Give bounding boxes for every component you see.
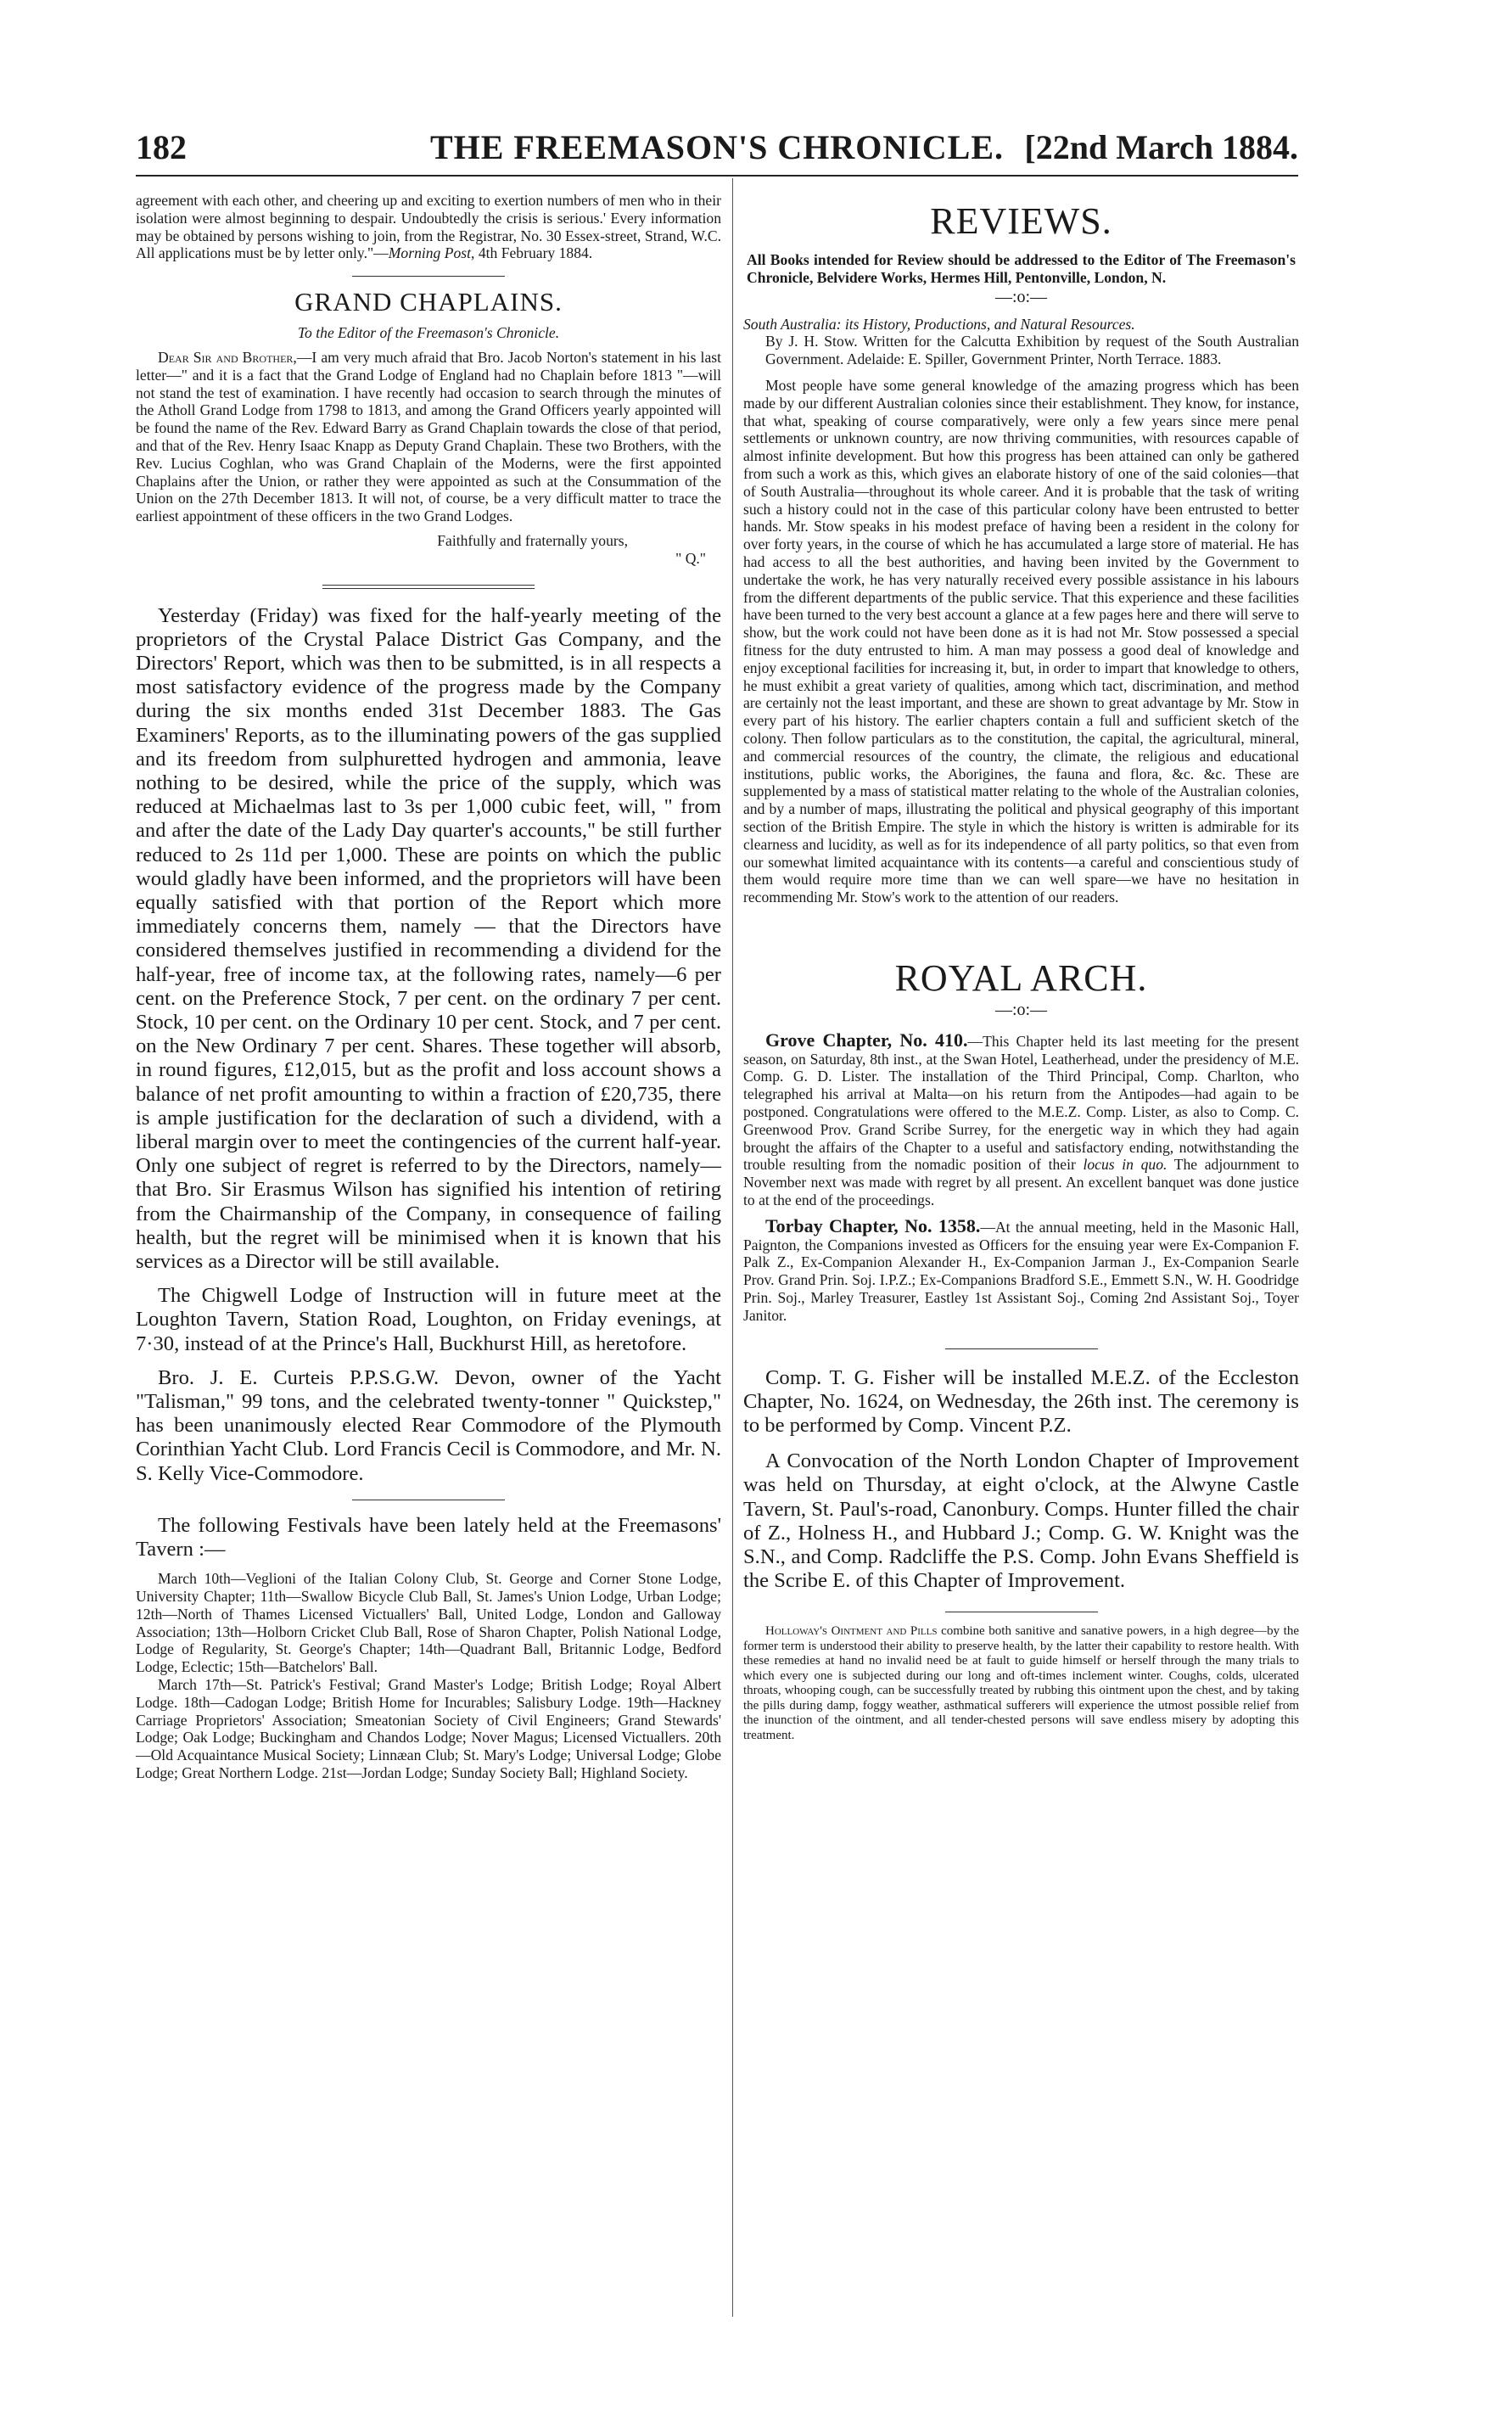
chigwell-lodge-paragraph: The Chigwell Lodge of Instruction will in future meet at the Loughton Tavern, Station Road, Loughton, on Friday evenings, at 7·30, instead of at the Prince's Hall, Buckhurst Hill, as heretofore. (136, 1284, 721, 1355)
page-number: 182 (136, 128, 187, 166)
publication-title: THE FREEMASON'S CHRONICLE. (429, 128, 1005, 166)
left-column (136, 192, 721, 1782)
royal-arch-heading: ROYAL ARCH. (894, 956, 1148, 999)
book-details: By J. H. Stow. Written for the Calcutta Exhibition by request of the South Australian Government. Adelaide: E. Spiller, Government Printer, North Terrace. 1883. (765, 333, 1299, 368)
reviews-separator: —:o:— (994, 287, 1048, 306)
to-editor-line: To the Editor of the Freemason's Chronicle. (297, 324, 560, 342)
grove-chapter-heading: Grove Chapter, No. 410. (765, 1029, 968, 1051)
festivals-march-10: March 10th—Veglioni of the Italian Colony Club, St. George and Corner Stone Lodge, University Chapter; 11th—Swallow Bicycle Club Ball, St. James's Union Lodge, Urban Lodge; 12th—North of Thames Licensed Victuallers' Ball, United Lodge, London and Galloway Association; 13th—Holborn Cricket Club Ball, Rose of Sharon Chapter, Polish National Lodge, Lodge of Regularity, St. George's Chapter; 14th—Quadrant Ball, Britannic Lodge, Bedford Lodge, Eclectic; 15th—Batchelors' Ball. (136, 1570, 721, 1676)
grand-chaplains-heading: GRAND CHAPLAINS. (294, 287, 563, 317)
torbay-chapter-report: Torbay Chapter, No. 1358.—At the annual meeting, held in the Masonic Hall, Paignton, the Companions invested as Officers for the ensuing year were Ex-Companion F. Palk Z., Ex-Companion Alexander H., Ex-Companion Jarman J., Ex-Companion Searle Prov. Grand Prin. Soj. I.P.Z.; Ex-Companions Bradford S.E., Emmett S.N., W. H. Goodridge Prin. Soj., Marley Treasurer, Eastley 1st Assistant Soj., Coming 2nd Assistant Soj., Toyer Janitor. (743, 1214, 1299, 1324)
royal-arch-separator: —:o:— (994, 1000, 1048, 1019)
letter-signature: " Q." (675, 549, 706, 567)
gas-company-paragraph: Yesterday (Friday) was fixed for the half-yearly meeting of the proprietors of the Crystal Palace District Gas Company, and the Directors' Report, which was then to be submitted, is in all respects a most satisfactory evidence of the progress made by the Company during the six months ended 31st December 1883. The Gas Examiners' Reports, as to the illuminating powers of the gas supplied and its freedom from sulphuretted hydrogen and ammonia, leave nothing to be desired, while the price of the supply, which was reduced at Michaelmas last to 3s per 1,000 cubic feet, will, " from and after the date of the Lady Day quarter's accounts," be still further reduced to 2s 11d per 1,000. These are points on which the public would gladly have been informed, and the proprietors will have been equally satisfied with that portion of the Report which more immediately concerns them, namely — that the Directors have considered themselves justified in recommending a dividend for the half-year, free of income tax, at the following rates, namely—6 per cent. on the Preference Stock, 7 per cent. on the ordinary 7 per cent. Stock, 10 per cent. on the Ordinary 10 per cent. Stock, and 7 per cent. on the New Ordinary 7 per cent. Shares. These together will absorb, in round figures, £12,015, but as the profit and loss account shows a balance of net profit amounting to within a fraction of £20,735, there is ample justification for the declaration of such a dividend, with a liberal margin over to meet the contingencies of the current half-year. Only one subject of regret is referred to by the Directors, namely—that Bro. Sir Erasmus Wilson has signified his intention of retiring from the Chairmanship of the Company, in consequence of failing health, but the regret will be minimised when it is known that his services as a Director will be still available. (136, 603, 721, 1274)
grand-chaplains-letter: Dear Sir and Brother,—I am very much afraid that Bro. Jacob Norton's statement in his last letter—" and it is a fact that the Grand Lodge of England had no Chaplain before 1813 "—will not stand the test of examination. I have recently had occasion to search through the minutes of the Atholl Grand Lodge from 1798 to 1813, and among the Grand Officers yearly appointed will be found the name of the Rev. Edward Barry as Grand Chaplain towards the close of that period, and that of the Rev. Henry Isaac Knapp as Deputy Grand Chaplain. These two Brothers, with the Rev. Lucius Coghlan, who was Grand Chaplain of the Moderns, were the first appointed Chaplains after the Union, or rather they were appointed as such at the Consummation of the Union on the 27th December 1813. It will not, of course, be a very difficult matter to trace the earliest appointment of these officers in the two Grand Lodges. (136, 348, 721, 525)
intro-paragraph: agreement with each other, and cheering up and exciting to exertion numbers of men who in their isolation were almost beginning to despair. Undoubtedly the crisis is serious.' Every information may be obtained by persons wishing to join, from the Registrar, No. 30 Essex-street, Strand, W.C. All applications must be by letter only."—Morning Post, 4th February 1884. (136, 192, 721, 262)
fisher-installation-paragraph: Comp. T. G. Fisher will be installed M.E.Z. of the Eccleston Chapter, No. 1624, on Wednesday, the 26th inst. The ceremony is to be performed by Comp. Vincent P.Z. (743, 1365, 1299, 1438)
review-text: Most people have some general knowledge of the amazing progress which has been made by our different Australian colonies since their establishment. They know, for instance, that what, speaking of course comparatively, were only a few years since mere penal settlements or unknown country, are now thriving communities, with resources capable of almost infinite development. But how this progress has been attained can only be gathered from such a work as this, which gives an elaborate history of one of the said colonies—that of South Australia—throughout its whole career. And it is probable that the task of writing such a history could not in the case of this particular colony have been entrusted to better hands. Mr. Stow speaks in his modest preface of having been a resident in the colony for over forty years, in the course of which he has accumulated a large store of material. He has had access to all the best authorities, and having been invited by the Government to undertake the work, he has very naturally received every possible assistance in his labours from the different departments of the public service. That this experience and these facilities have been turned to the very best account a glance at a few pages here and there will serve to show, but the work could not have been done as it is had not Mr. Stow possessed a special fitness for the duty entrusted to him. A man may possess a good deal of knowledge and enjoy exceptional facilities for increasing it, but, in order to impart that knowledge to others, he must exhibit a great variety of qualities, among which tact, discrimination, and method are certainly not the least important, and these are shown to great advantage by Mr. Stow in every part of his history. The earlier chapters contain a full and sufficient sketch of the colony. Then follow particulars as to the constitution, the capital, the agricultural, mineral, and commercial resources of the country, the climate, the religious and educational institutions, public works, the Aborigines, the fauna and flora, &c. &c. These are supplemented by a mass of statistical matter relating to the whole of the Australian colonies, and by a number of maps, illustrating the political and physical geography of this important section of the British Empire. The style in which the history is written is admirable for its clearness and lucidity, as well as for its independence of all party politics, so that even from our somewhat limited acquaintance with its contents—a careful and conscientious study of them would require more time than we can well spare—we have no hesitation in recommending Mr. Stow's work to the attention of our readers. (743, 376, 1299, 906)
book-title: South Australia: its History, Productions, and Natural Resources. (743, 315, 1135, 333)
reviews-heading: REVIEWS. (930, 200, 1112, 242)
yacht-club-paragraph: Bro. J. E. Curteis P.P.S.G.W. Devon, owner of the Yacht "Talisman," 99 tons, and the celebrated twenty-tonner " Quickstep," has been unanimously elected Rear Commodore of the Plymouth Corinthian Yacht Club. Lord Francis Cecil is Commodore, and Mr. N. S. Kelly Vice-Commodore. (136, 1365, 721, 1485)
letter-closing: Faithfully and fraternally yours, (437, 531, 628, 549)
right-column (743, 200, 1299, 1743)
convocation-paragraph: A Convocation of the North London Chapter of Improvement was held on Thursday, at eight o'clock, at the Alwyne Castle Tavern, St. Paul's-road, Canonbury. Comps. Hunter filled the chair of Z., Holness H., and Hubbard J.; Comp. G. W. Knight was the S.N., and Comp. Radcliffe the P.S. Comp. John Evans Sheffield is the Scribe E. of this Chapter of Improvement. (743, 1449, 1299, 1593)
issue-date: [22nd March 1884. (1024, 128, 1298, 166)
reviews-notice: All Books intended for Review should be addressed to the Editor of The Freemason's Chronicle, Belvidere Works, Hermes Hill, Pentonville, London, N. (747, 251, 1296, 286)
holloway-advertisement: Holloway's Ointment and Pills combine both sanitive and sanative powers, in a high degree—by the former term is understood their ability to preserve health, by the latter their capability to restore health. With these remedies at hand no invalid need be at fault to guide himself or herself through the many trials to which every one is subjected during our long and oft-times inclement winter. Coughs, colds, ulcerated throats, whooping cough, can be successfully treated by rubbing this ointment upon the chest, and by taking the pills during damp, foggy weather, asthmatical sufferers will experience the utmost possible relief from the inunction of the ointment, and all tender-chested persons will save endless misery by adopting this treatment. (743, 1624, 1299, 1742)
column-rule (732, 178, 733, 2317)
festivals-march-17: March 17th—St. Patrick's Festival; Grand Master's Lodge; British Lodge; Royal Albert Lodge. 18th—Cadogan Lodge; British Home for Incurables; Salisbury Lodge. 19th—Hackney Carriage Proprietors' Association; Smeatonian Society of Civil Engineers; Grand Stewards' Lodge; Oak Lodge; Buckingham and Chandos Lodge; Nover Magus; Licensed Victuallers. 20th—Old Acquaintance Musical Society; Linnæan Club; St. Mary's Lodge; Universal Lodge; Globe Lodge; Great Northern Lodge. 21st—Jordan Lodge; Sunday Society Ball; Highland Society. (136, 1676, 721, 1782)
torbay-chapter-heading: Torbay Chapter, No. 1358. (765, 1214, 981, 1236)
header-rule (136, 175, 1298, 177)
masthead (136, 127, 1298, 171)
festivals-intro: The following Festivals have been lately held at the Freemasons' Tavern :— (136, 1513, 721, 1561)
grove-chapter-report: Grove Chapter, No. 410.—This Chapter held its last meeting for the present season, on Saturday, 8th inst., at the Swan Hotel, Leatherhead, under the presidency of M.E. Comp. G. D. Lister. The installation of the Third Principal, Comp. Charlton, who telegraphed his arrival at Malta—on his return from the Antipodes—had again to be postponed. Congratulations were offered to the M.E.Z. Comp. Lister, as also to Comp. C. Greenwood Prov. Grand Scribe Surrey, for the energetic way in which they had again brought the affairs of the Chapter to a useful and satisfactory ending, notwithstanding the trouble resulting from the nomadic position of their locus in quo. The adjournment to November next was made with regret by all present. An excellent banquet was done justice to at the end of the proceedings. (743, 1029, 1299, 1209)
intro-source: Morning Post (388, 244, 472, 262)
